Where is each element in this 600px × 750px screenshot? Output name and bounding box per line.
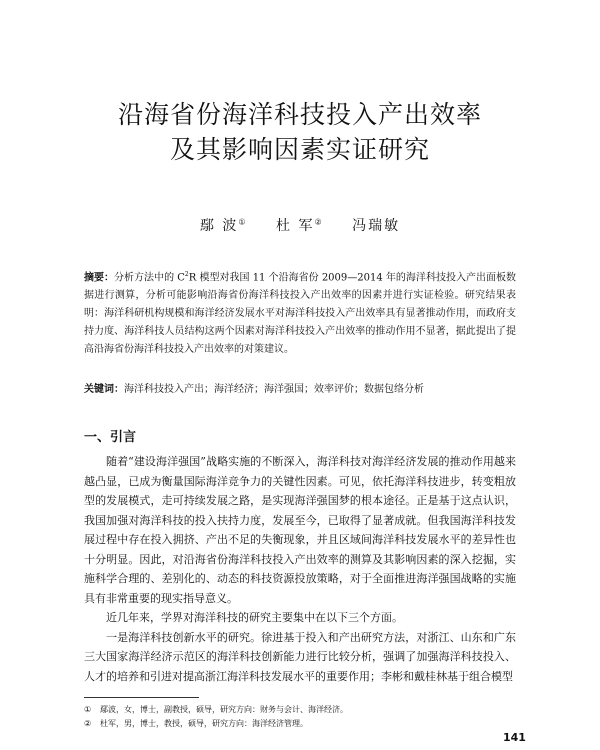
footnote-text: 鄢波，女，博士，副教授，硕导，研究方向：财务与会计、海洋经济。 <box>100 705 348 714</box>
abstract <box>84 266 516 359</box>
footnote-divider <box>84 697 199 698</box>
author-name: 冯瑞敏 <box>352 218 401 234</box>
footnote-mark: ② <box>84 719 92 728</box>
author-name: 杜 军 <box>276 218 315 234</box>
keywords <box>84 381 516 399</box>
body-text <box>84 452 516 686</box>
author-footnote-mark: ② <box>314 217 322 227</box>
abstract-text: R 模型对我国 11 个沿海省份 2009—2014 年的海洋科技投入产出面板数据进行测算，分析可能影响沿海省份海洋科技投入产出效率的因素并进行实证检验。研究结果表明：海洋科研机构规模和海洋经济发展水平对海洋科技投入产出效率具有显著推动作用，而政府支持力度、海洋科技人员结构这两个因素对海洋科技投入产出效率的推动作用不显著，据此提出了提高沿海省份海洋科技投入产出效率的对策建议。 <box>84 272 517 356</box>
section-heading-introduction: 一、引言 <box>84 430 137 445</box>
abstract-label: 摘要： <box>84 272 115 284</box>
paragraph: 近几年来，学界对海洋科技的研究主要集中在以下三个方面。 <box>106 611 403 624</box>
author-footnote-mark: ① <box>238 217 246 227</box>
paragraph: 随着“建设海洋强国”战略实施的不断深入，海洋科技对海洋经济发展的推动作用越来越凸显，已成为衡量国际海洋竞争力的关键性因素。可见，依托海洋科技进步，转变粗放型的发展模式，走可持续发展之路，是实现海洋强国梦的根本途径。正是基于这点认识，我国加强对海洋科技的投入扶持力度，发展至今，已取得了显著成就。但我国海洋科技发展过程中存在投入拥挤、产出不足的失衡现象，并且区域间海洋科技发展水平的差异性也十分明显。因此，对沿海省份海洋科技投入产出效率的测算及其影响因素的深入挖掘，实施科学合理的、差别化的、动态的科技资源投放策略，对于全面推进海洋强国战略的实施具有非常重要的现实指导意义。 <box>84 455 516 605</box>
paper-title-line-2: 及其影响因素实证研究 <box>169 135 430 164</box>
footnote <box>84 703 516 717</box>
paragraph: 一是海洋科技创新水平的研究。徐进基于投入和产出研究方法，对浙江、山东和广东三大国家海洋经济示范区的海洋科技创新能力进行比较分析，强调了加强海洋科技投入、人才的培养和引进对提高浙江海洋科技发展水平的重要作用；李彬和戴桂林基于组合模型 <box>84 630 516 683</box>
page-number: 141 <box>503 731 526 744</box>
footnotes <box>84 703 516 731</box>
footnote-mark: ① <box>84 705 92 714</box>
paper-title-line-1: 沿海省份海洋科技投入产出效率 <box>117 100 482 129</box>
keywords-text: 海洋科技投入产出；海洋经济；海洋强国；效率评价；数据包络分析 <box>124 384 424 395</box>
abstract-superscript: 2 <box>184 271 189 278</box>
keywords-label: 关键词： <box>84 384 124 395</box>
author-name: 鄢 波 <box>199 218 239 234</box>
footnote-text: 杜军，男，博士，教授，硕导，研究方向：海洋经济管理。 <box>100 719 308 728</box>
author-list <box>0 215 600 235</box>
footnote <box>84 717 516 731</box>
abstract-text-start: 分析方法中的 C <box>114 272 185 284</box>
